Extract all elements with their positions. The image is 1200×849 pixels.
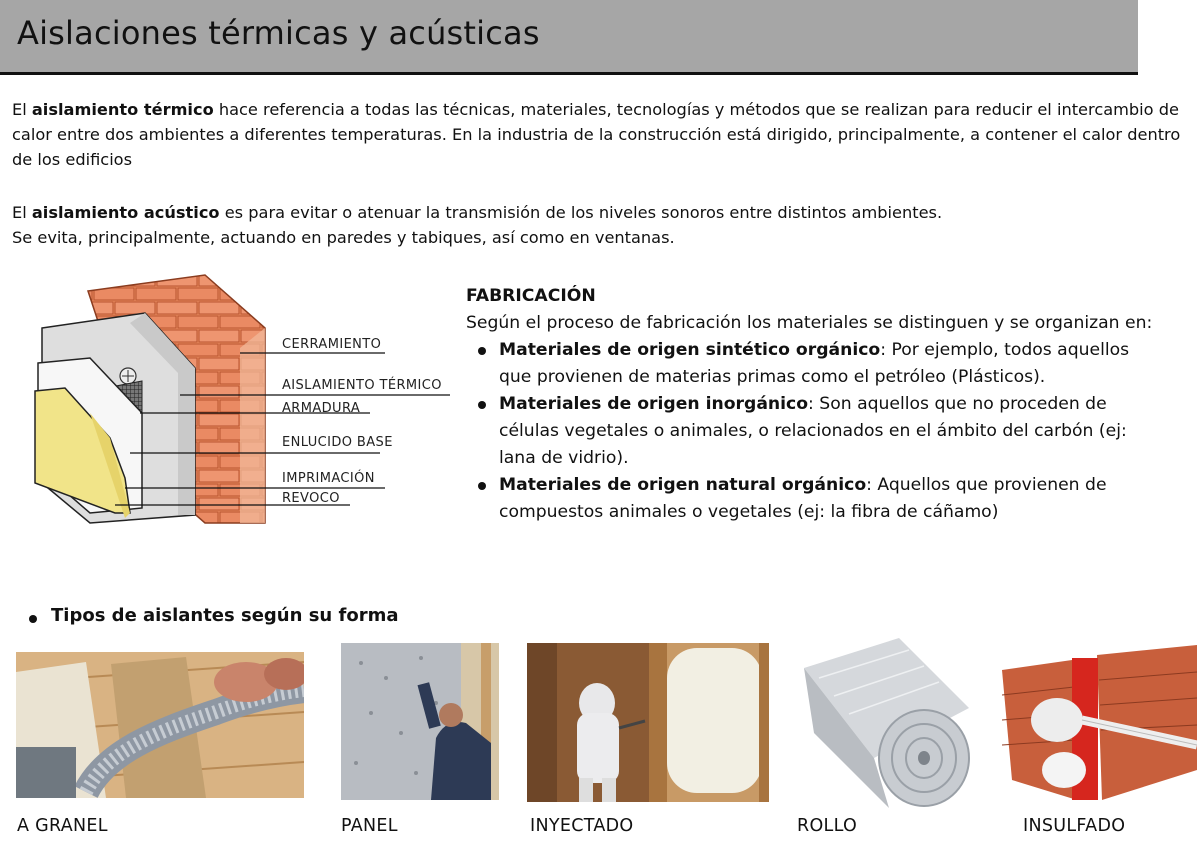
label-enlucido-base: ENLUCIDO BASE: [282, 435, 393, 450]
thermal-prefix: El: [12, 100, 32, 119]
tipos-heading: [29, 605, 398, 626]
material-text: : Por ejemplo, todos aquellos que provienen de materias primas como el petróleo (Plásticos).: [499, 340, 1130, 387]
label-cerramiento: CERRAMIENTO: [282, 337, 382, 352]
fabricacion-intro: Según el proceso de fabricación los materiales se distinguen y se organizan en:: [466, 313, 1153, 333]
caption-inyectado: INYECTADO: [530, 816, 634, 836]
page-title: Aislaciones térmicas y acústicas: [17, 14, 540, 52]
title-banner: [0, 0, 1138, 75]
thermal-paragraph: [12, 97, 1192, 172]
material-text: : Aquellos que provienen de compuestos animales o vegetales (ej: la fibra de cáñamo): [499, 475, 1107, 522]
fabricacion-section: [466, 283, 1166, 526]
label-revoco: REVOCO: [282, 491, 340, 506]
caption-a-granel: A GRANEL: [17, 816, 108, 836]
acoustic-prefix: El: [12, 203, 32, 222]
acoustic-term: aislamiento acústico: [31, 203, 220, 222]
photo-inyectado: [527, 643, 769, 802]
label-armadura: ARMADURA: [282, 401, 361, 416]
list-item: [466, 472, 1166, 526]
fabricacion-title: FABRICACIÓN: [466, 286, 596, 306]
photo-insulfado: [1002, 640, 1197, 800]
label-aislamiento-termico: AISLAMIENTO TÉRMICO: [282, 378, 442, 393]
thermal-term: aislamiento térmico: [31, 100, 214, 119]
thermal-text: hace referencia a todas las técnicas, materiales, tecnologías y métodos que se realizan para reducir el intercambio de calor entre dos ambientes a diferentes temperaturas. En la industria de la construcción está dirigido, principalmente, a contener el calor dentro de los edificios: [12, 100, 1181, 169]
list-item: [466, 337, 1166, 391]
photo-rollo: [804, 638, 976, 808]
photo-panel: [341, 643, 499, 800]
acoustic-paragraph: [12, 200, 1192, 250]
acoustic-text: es para evitar o atenuar la transmisión de los niveles sonoros entre distintos ambientes.: [219, 203, 943, 222]
list-item: [466, 391, 1166, 472]
photo-a-granel: [16, 652, 304, 798]
tipos-title: Tipos de aislantes según su forma: [51, 605, 399, 626]
material-text: : Son aquellos que no proceden de células vegetales o animales, o relacionados en el ámbito del carbón (ej: lana de vidrio).: [499, 394, 1127, 468]
acoustic-line2: Se evita, principalmente, actuando en paredes y tabiques, así como en ventanas.: [12, 228, 675, 247]
label-imprimacion: IMPRIMACIÓN: [282, 471, 375, 486]
material-term: Materiales de origen sintético orgánico: [499, 340, 881, 360]
caption-insulfado: INSULFADO: [1023, 816, 1126, 836]
material-term: Materiales de origen inorgánico: [499, 394, 809, 414]
caption-panel: PANEL: [341, 816, 398, 836]
materials-list: [466, 337, 1166, 526]
wall-layers-diagram: [30, 273, 460, 538]
material-term: Materiales de origen natural orgánico: [499, 475, 867, 495]
caption-rollo: ROLLO: [797, 816, 858, 836]
